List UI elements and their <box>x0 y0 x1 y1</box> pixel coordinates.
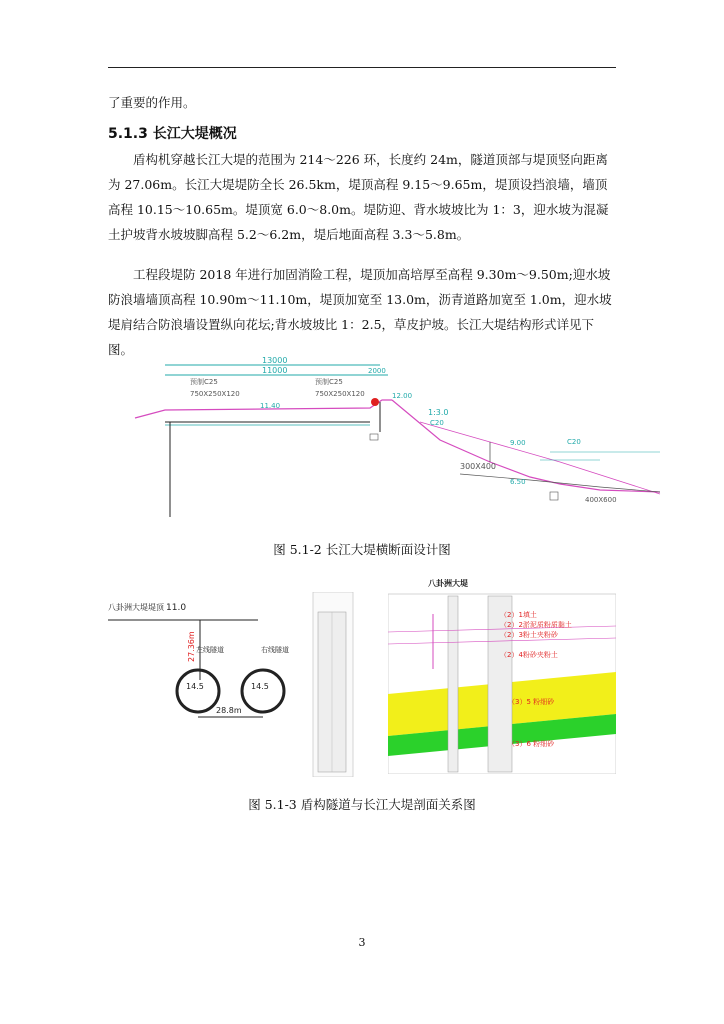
tunnel-left-label: 左线隧道 <box>196 646 224 654</box>
dim-inner: 11000 <box>262 366 288 375</box>
layer-6: （3）6 粉细砂 <box>508 740 555 748</box>
dim-right: 2000 <box>368 367 386 375</box>
elev-mid: 9.00 <box>510 439 526 447</box>
layer-3: （2）3粉土夹粉砂 <box>500 631 558 639</box>
tunnel-depth-figure <box>108 592 363 777</box>
figure-2-caption: 图 5.1-3 盾构隧道与长江大堤剖面关系图 <box>248 797 476 812</box>
figure-1-caption: 图 5.1-2 长江大堤横断面设计图 <box>273 542 451 557</box>
intro-line: 了重要的作用。 <box>108 95 196 110</box>
strata-section-figure <box>388 574 616 774</box>
tag-left: 预制C25 <box>190 378 218 386</box>
c20-left: C20 <box>430 419 444 427</box>
header-rule <box>108 67 616 68</box>
dim-total: 13000 <box>262 356 288 365</box>
elev-low: 6.50 <box>510 478 526 486</box>
tunnel-right-label: 右线隧道 <box>261 646 289 654</box>
page-number: 3 <box>358 936 366 949</box>
elev-left: 11.40 <box>260 402 281 410</box>
fig2-right-title: 八卦洲大堤 <box>428 579 468 588</box>
layer-2: （2）2淤泥质粉质黏土 <box>500 621 572 629</box>
elev-right: 12.00 <box>392 392 413 400</box>
fig2-left-elev: 11.0 <box>166 603 187 613</box>
beam-label: 300X400 <box>460 462 497 471</box>
layer-5: （3）5 粉细砂 <box>508 698 555 706</box>
slope-ratio: 1:3.0 <box>428 408 449 417</box>
tunnel-spacing: 28.8m <box>216 706 242 715</box>
fig2-left-title: 八卦洲大堤堤顶 <box>108 603 164 612</box>
c20-right: C20 <box>567 438 581 446</box>
box-right: 750X250X120 <box>315 390 365 398</box>
levee-cross-section-figure <box>130 352 670 522</box>
layer-1: （2）1填土 <box>500 611 537 619</box>
section-title: 5.1.3 长江大堤概况 <box>108 126 237 142</box>
fig2-depth: 27.36m <box>187 631 196 662</box>
tunnel-right-dia: 14.5 <box>251 682 269 691</box>
box-left: 750X250X120 <box>190 390 240 398</box>
layer-4: （2）4粉砂夹粉土 <box>500 651 558 659</box>
tunnel-left-dia: 14.5 <box>186 682 204 691</box>
flower-bed-icon <box>371 398 379 406</box>
paragraph-2: 工程段堤防 2018 年进行加固消险工程，堤顶加高培厚至高程 9.30m～9.50m;迎水坡防浪墙墙顶高程 10.90m～11.10m，堤顶加宽至 13.0m，沥青道路加宽至 1.0m，迎水坡堤肩结合防浪墙设置纵向花坛;背水坡坡比 1：2.5，草皮护坡。长江大堤结构形式详见下图。 <box>108 267 612 357</box>
foot-label: 400X600 <box>585 496 617 504</box>
tag-right: 预制C25 <box>315 378 343 386</box>
paragraph-1: 盾构机穿越长江大堤的范围为 214～226 环，长度约 24m，隧道顶部与堤顶竖向距离为 27.06m。长江大堤堤防全长 26.5km，堤顶高程 9.15～9.65m，堤顶设挡浪墙，墙顶高程 10.15～10.65m。堤顶宽 6.0～8.0m。堤防迎、背水坡坡比为 1：3，迎水坡为混凝土护坡背水坡坡脚高程 5.2～6.2m，堤后地面高程 3.3～5.8m。 <box>108 152 609 242</box>
